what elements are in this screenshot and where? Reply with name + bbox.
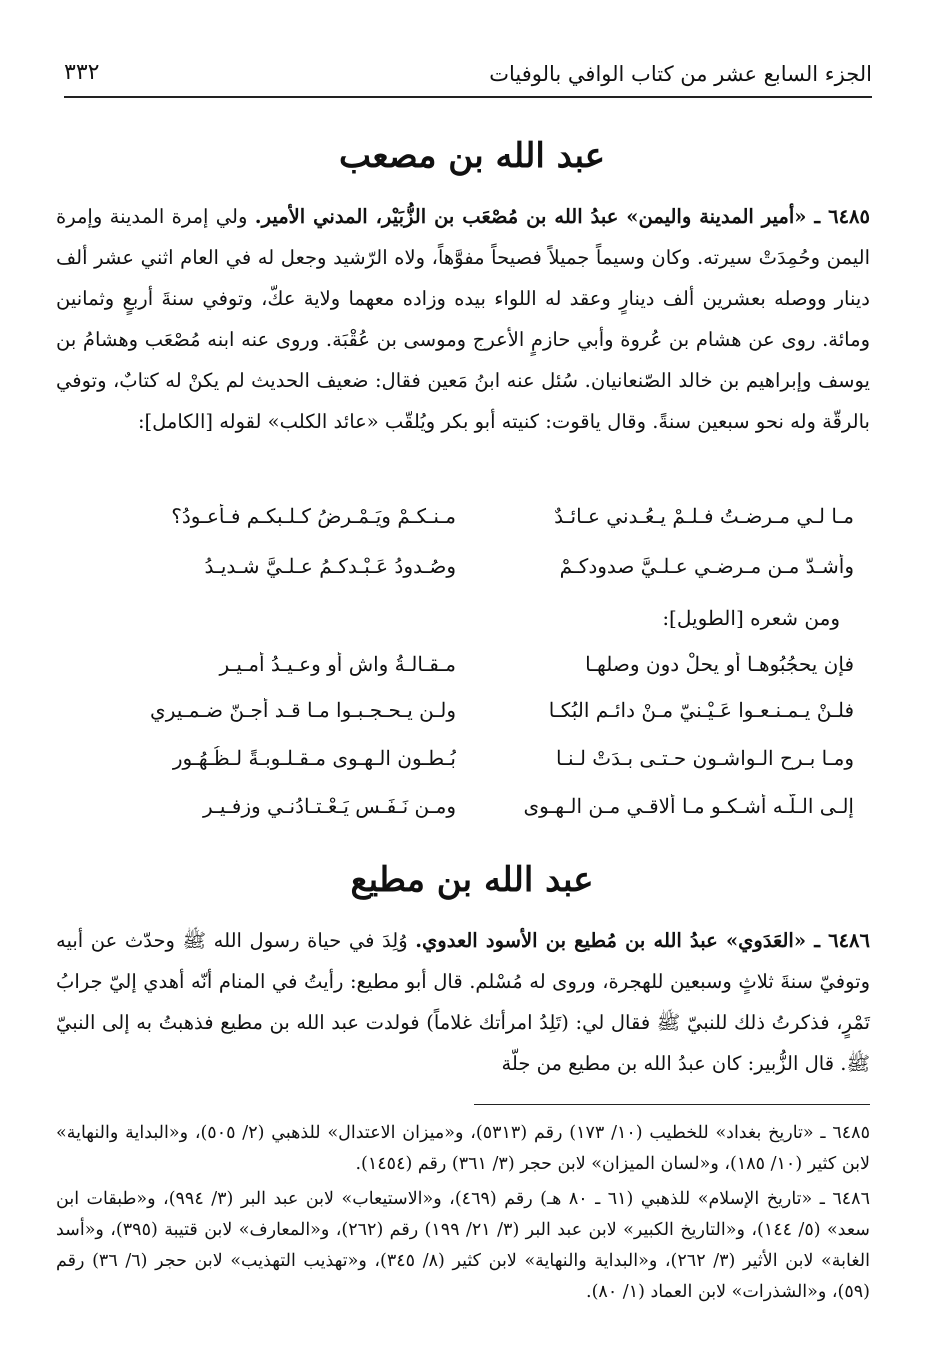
hemistich-first: إلـى الـلّـه أشـكـو مـا أُلاقـي مـن الـهـوى bbox=[523, 794, 854, 818]
page-number: ٣٣٢ bbox=[64, 60, 100, 85]
poem-intro: ومن شعره [الطويل]: bbox=[662, 606, 840, 630]
running-header bbox=[64, 56, 872, 98]
poem-verse-1 bbox=[96, 498, 854, 538]
entry-lead-6486: ٦٤٨٦ ـ «العَدَوي» عبدُ الله بن مُطيع بن الأسود العدوي. bbox=[415, 929, 871, 952]
hemistich-first: فإن يحجُبُوهـا أو يحلْ دون وصلهـا bbox=[585, 652, 854, 676]
hemistich-second: مـقـالـةُ واشٍ أو وعـيـدُ أمـيـرِ bbox=[219, 652, 456, 676]
poem-verse-5 bbox=[96, 740, 854, 780]
hemistich-second: ومـن نَـفَـسٍ يَـعْـتـادُنـي وزفـيـرِ bbox=[202, 794, 456, 818]
hemistich-second: مـنـكـمْ ويَـمْـرضُ كـلـبكـم فـأعـودُ؟ bbox=[171, 504, 456, 528]
footnote-divider bbox=[474, 1104, 870, 1105]
hemistich-second: وصُـدودُ عَـبْـدكـمُ عـلـيَّ شـديـدُ bbox=[204, 554, 456, 578]
hemistich-first: مـا لـي مـرضـتُ فـلـمْ يـعُـدني عـائـدٌ bbox=[554, 504, 854, 528]
hemistich-second: ولـن يـحـجـبـوا مـا قـد أجـنّ ضـمـيري bbox=[150, 698, 456, 722]
entry-body-6485: ولي إمرة المدينة وإمرة اليمن وحُمِدَتْ سيرته. وكان وسيماً جميلاً فصيحاً مفوَّهاً، ولاه الرّشيد وجعل له في العام اثني عشر ألف دينار ووصله بعشرين ألف دينارٍ وعقد له اللواء بيده وزاده معهما ولاية عكّ، وتوفي سنةَ أربعٍ وثمانين ومائة. روى عن هشام بن عُروة وأبي حازمٍ الأعرج وموسى بن عُقْبَة. وروى عنه ابنه مُصْعَب وهشامُ بن يوسف وإبراهيم بن خالد الصّنعانيان. سُئل عنه ابنُ مَعين فقال: ضعيف الحديث لم يكنْ له كتابٌ، وتوفي بالرقّة وله نحو سبعين سنةً. وقال ياقوت: كنيته أبو بكر ويُلقّب «عائد الكلب» لقوله [الكامل]: bbox=[56, 205, 870, 433]
entry-body-6486: وُلِدَ في حياة رسول الله ﷺ وحدّث عن أبيه وتوفيّ سنةَ ثلاثٍ وسبعين للهجرة، وروى له مُسْلم. قال أبو مطيع: رأيتُ في المنام أنّه أهدي إليّ جرابُ تَمْرٍ، فذكرتُ ذلك للنبيّ ﷺ فقال لي: (تَلِدُ امرأتك غلاماً) فولدت عبد الله بن مطيع فذهبتُ به إلى النبيّ ﷺ. قال الزُّبير: كان عبدُ الله بن مطيع من جلّة bbox=[56, 929, 870, 1075]
hemistich-first: ومـا بـرح الـواشـون حـتـى بـدَتْ لـنـا bbox=[556, 746, 854, 770]
entry-text-6485 bbox=[56, 196, 870, 442]
entry-lead-6485: ٦٤٨٥ ـ «أمير المدينة واليمن» عبدُ الله بن مُصْعَب بن الزُّبَيْر، المدني الأمير. bbox=[254, 205, 870, 228]
entry-heading-ibn-muti: عبد الله بن مطيع bbox=[350, 860, 594, 900]
footnote-6486: ٦٤٨٦ ـ «تاريخ الإسلام» للذهبي (٦١ ـ ٨٠ هـ) رقم (٤٦٩)، و«الاستيعاب» لابن عبد البر (٣/ ٩٩٤)، و«طبقات ابن سعد» (٥/ ١٤٤)، و«التاريخ الكبير» لابن عبد البر (٣/ ٢١/ ١٩٩) رقم (٢٦٢)، و«المعارف» لابن قتيبة (٣٩٥)، و«أسد الغابة» لابن الأثير (٣/ ٢٦٢)، و«البداية والنهاية» لابن كثير (٨/ ٣٤٥)، و«تهذيب التهذيب» لابن حجر (٦/ ٣٦) رقم (٥٩)، و«الشذرات» لابن العماد (١/ ٨٠). bbox=[56, 1189, 870, 1302]
poem-verse-3 bbox=[96, 646, 854, 686]
entry-heading-ibn-musab: عبد الله بن مصعب bbox=[338, 136, 606, 176]
hemistich-second: بُـطـون الـهـوى مـقـلـوبـةً لـظُـهُـور bbox=[172, 746, 456, 770]
poem-verse-6 bbox=[96, 788, 854, 828]
hemistich-first: وأشـدّ مـن مـرضـي عـلـيَّ صدودكـمْ bbox=[559, 554, 854, 578]
poem-verse-4 bbox=[96, 692, 854, 732]
hemistich-first: فلـنْ يـمـنـعـوا عَـيْـنيّ مـنْ دائـم البُكـا bbox=[548, 698, 854, 722]
footnote-6485: ٦٤٨٥ ـ «تاريخ بغداد» للخطيب (١٠/ ١٧٣) رقم (٥٣١٣)، و«ميزان الاعتدال» للذهبي (٢/ ٥٠٥)، و«البداية والنهاية» لابن كثير (١٠/ ١٨٥)، و«لسان الميزان» لابن حجر (٣/ ٣٦١) رقم (١٤٥٤). bbox=[56, 1123, 870, 1174]
entry-text-6486 bbox=[56, 920, 870, 1084]
poem-verse-2 bbox=[96, 548, 854, 588]
book-title: الجزء السابع عشر من كتاب الوافي بالوفيات bbox=[489, 62, 872, 86]
